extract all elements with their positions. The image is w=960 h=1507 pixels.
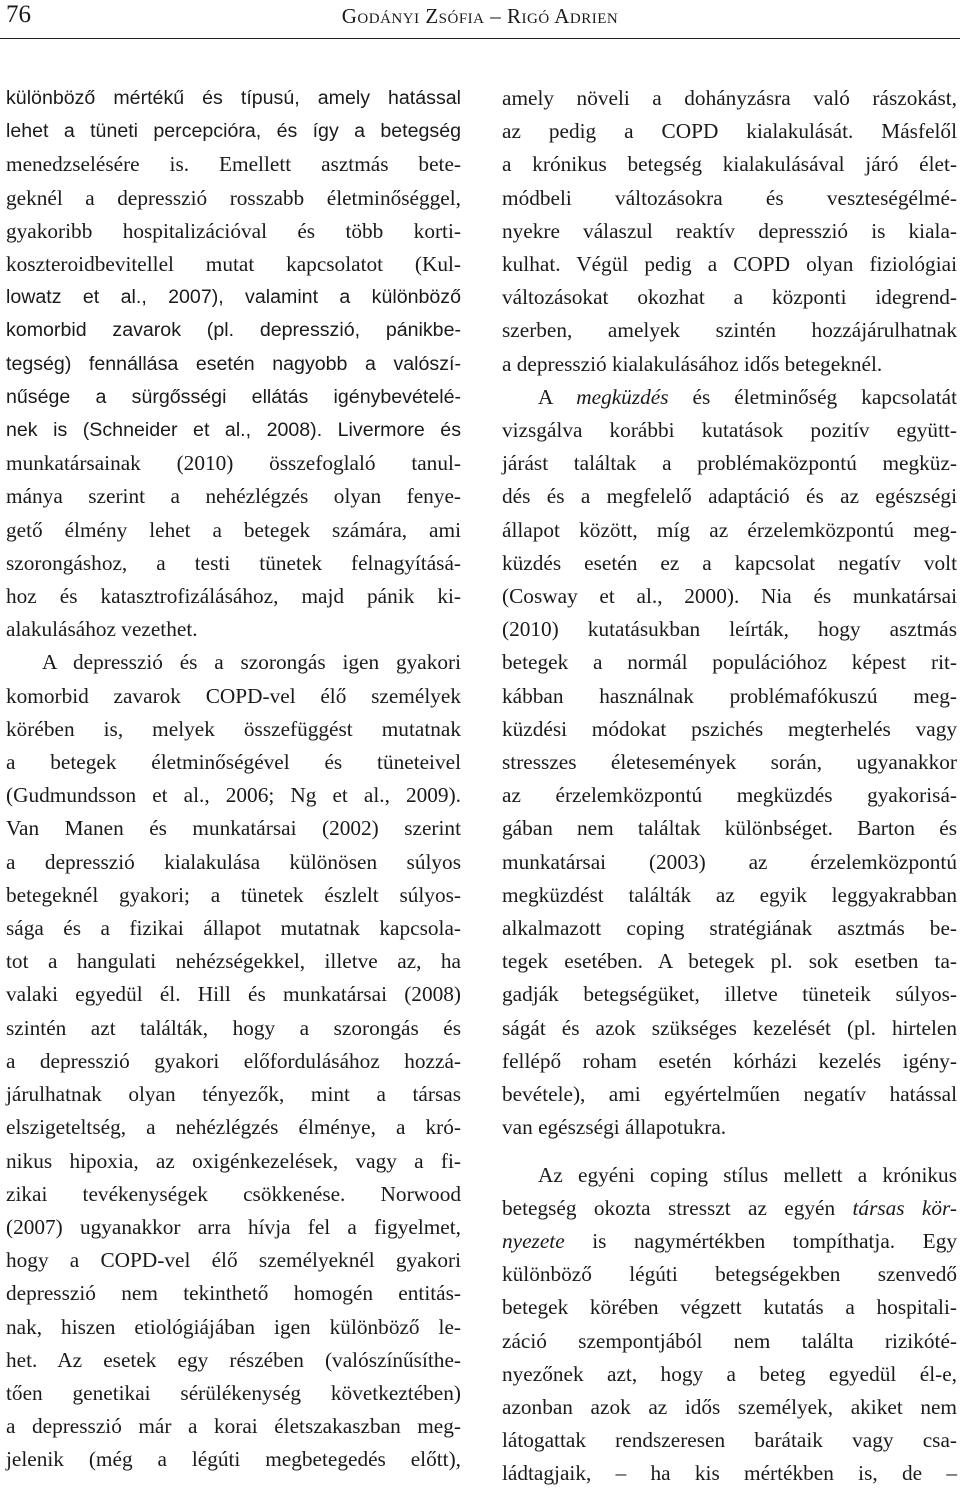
text-line: módbeli változásokra és veszteségélmé- [502, 185, 957, 210]
text-line: munkatársai (2003) az érzelemközpontú [502, 849, 957, 874]
emphasis: társas kör- [852, 1195, 957, 1220]
text-line: (2010) kutatásukban leírták, hogy asztmás [502, 617, 957, 642]
text-line: bevétele), ami egyértelműen negatív hatással [502, 1082, 957, 1107]
text-line: nak, hiszen etiológiájában igen különböző le- [6, 1314, 461, 1339]
text-line: gető élmény lehet a betegek számára, ami [6, 517, 461, 542]
text-line: a krónikus betegség kialakulásával járó élet- [502, 152, 957, 177]
text-line: tegség) fennállása esetén nagyobb a valószí- [6, 352, 461, 375]
text-line: vizsgálva korábbi kutatások pozitív együtt- [502, 418, 957, 443]
text-line: amely növeli a dohányzásra való rászokást, [502, 86, 957, 110]
text-line: betegek a normál populációhoz képest rit- [502, 650, 957, 675]
text-line: alakulásához vezethet. [6, 617, 198, 642]
text-line: a betegek életminőségével és tüneteivel [6, 750, 461, 775]
text-line: záció szempontjából nem találta rizikóté- [502, 1328, 957, 1353]
page-number: 76 [6, 1, 31, 28]
text-line: látogattak rendszeresen barátaik vagy csa- [502, 1428, 957, 1453]
text-line: van egészségi állapotukra. [502, 1115, 727, 1140]
text-line: járást találtak a problémaközpontú megküz- [502, 451, 957, 476]
text-line [502, 1225, 957, 1258]
text-line: az pedig a COPD kialakulását. Másfelől [502, 119, 957, 144]
text-line: depresszió nem tekinthető homogén entitás- [6, 1281, 461, 1306]
text-line: tően genetikai sérülékenység következtében) [6, 1380, 461, 1405]
text-line: sága és a fizikai állapot mutatnak kapcsola- [6, 916, 461, 941]
text-line: ládtagjaik, – ha kis mértékben is, de – [502, 1461, 957, 1486]
text-line: kulhat. Végül pedig a COPD olyan fiziológiai [502, 252, 957, 277]
text-line: a depresszió gyakori előfordulásához hozzá- [6, 1048, 461, 1073]
text-line: tot a hangulati nehézségekkel, illetve az, ha [6, 949, 461, 974]
text-line: lowatz et al., 2007), valamint a különböző [6, 286, 461, 309]
text-line: tegek esetében. A betegek pl. sok esetben ta- [502, 949, 957, 974]
text-line: a depresszió kialakulásához idős betegeknél. [502, 351, 883, 376]
text-line: küzdés esetén ez a kapcsolat negatív volt [502, 550, 957, 575]
text-line: nyekre válaszul reaktív depresszió is kiala- [502, 218, 957, 243]
text-line [502, 381, 957, 414]
text-line: (Gudmundsson et al., 2006; Ng et al., 2009). [6, 783, 461, 808]
text-line: geknél a depresszió rosszabb életminőséggel, [6, 185, 461, 210]
text-line: menedzselésére is. Emellett asztmás bete- [6, 152, 461, 177]
text-line: hogy a COPD-vel élő személyeknél gyakori [6, 1248, 461, 1273]
text-line: koszteroidbevitellel mutat kapcsolatot (Kul- [6, 252, 461, 277]
text-line: nyezőnek azt, hogy a beteg egyedül él-e, [502, 1361, 957, 1386]
text-line: az érzelemközpontú megküzdés gyakorisá- [502, 783, 957, 808]
text-line: ságát és azok szükséges kezelését (pl. hirtelen [502, 1015, 957, 1040]
text-line: megküzdést találták az egyik leggyakrabban [502, 882, 957, 907]
text-line: lehet a tüneti percepcióra, és így a betegség [6, 120, 461, 143]
text-line: gadják betegségüket, illetve tüneteik súlyos- [502, 982, 957, 1007]
running-head: Godányi Zsófia – Rigó Adrien [341, 4, 619, 28]
text-line: (Cosway et al., 2000). Nia és munkatársai [502, 584, 957, 609]
text-line: Az egyéni coping stílus mellett a krónikus [538, 1162, 957, 1187]
text-line: körében is, melyek összefüggést mutatnak [6, 716, 461, 741]
text-line [502, 1192, 957, 1225]
paragraph-gap [502, 1145, 957, 1159]
text-line: jelenik (még a légúti megbetegedés előtt), [6, 1447, 461, 1472]
text-line: betegek körében végzett kutatás a hospitali- [502, 1295, 957, 1320]
text-line-part: és életminőség kapcsolatát [668, 384, 958, 409]
text-line: valaki egyedül él. Hill és munkatársai (2008) [6, 982, 461, 1007]
page-header [0, 0, 960, 40]
emphasis: megküzdés [576, 384, 669, 409]
text-line: küzdési módokat pszichés megterhelés vagy [502, 716, 957, 741]
text-line: stresszes életesemények során, ugyanakkor [502, 750, 957, 775]
text-line: hoz és katasztrofizálásához, majd pánik ki- [6, 584, 461, 609]
text-line: szintén azt találták, hogy a szorongás és [6, 1015, 461, 1040]
emphasis: nyezete [502, 1228, 565, 1253]
text-line: fellépő roham esetén kórházi kezelés igény- [502, 1048, 957, 1073]
text-line: nek is (Schneider et al., 2008). Livermore és [6, 419, 461, 442]
text-line: alkalmazott coping stratégiának asztmás be- [502, 916, 957, 941]
text-line: gyakoribb hospitalizációval és több korti- [6, 218, 461, 243]
text-line: a depresszió kialakulása különösen súlyos [6, 849, 461, 874]
text-line: (2007) ugyanakkor arra hívja fel a figyelmet, [6, 1214, 461, 1239]
text-line-part: is nagymértékben tompíthatja. Egy [564, 1228, 957, 1253]
text-line: komorbid zavarok COPD-vel élő személyek [6, 683, 461, 708]
left-column [6, 82, 461, 1477]
text-line-part: A [538, 384, 577, 409]
text-line: állapot között, míg az érzelemközpontú meg- [502, 517, 957, 542]
text-line: mánya szerint a nehézlégzés olyan fenye- [6, 484, 461, 509]
right-column [502, 82, 957, 1491]
text-line: a depresszió már a korai életszakaszban meg- [6, 1414, 461, 1439]
text-line: változásokat okozhat a központi idegrend- [502, 285, 957, 310]
text-line: dés és a megfelelő adaptáció és az egészségi [502, 484, 957, 509]
text-line-part: betegség okozta stresszt az egyén [502, 1195, 853, 1220]
text-line: betegeknél gyakori; a tünetek észlelt súlyos- [6, 882, 461, 907]
text-line: A depresszió és a szorongás igen gyakori [42, 650, 461, 675]
text-line: kábban használnak problémafókuszú meg- [502, 683, 957, 708]
text-line: komorbid zavarok (pl. depresszió, pánikbe- [6, 319, 461, 342]
text-line: elszigeteltség, a nehézlégzés élménye, a kró- [6, 1115, 461, 1140]
text-line: azonban azok az idős személyek, akiket nem [502, 1394, 957, 1419]
text-line: különböző légúti betegségekben szenvedő [502, 1262, 957, 1287]
text-line: szorongáshoz, a testi tünetek felnagyításá- [6, 550, 461, 575]
text-line: zikai tevékenységek csökkenése. Norwood [6, 1181, 461, 1206]
text-line: nikus hipoxia, az oxigénkezelések, vagy a fi- [6, 1148, 461, 1173]
header-rule [0, 38, 960, 39]
text-line: szerben, amelyek szintén hozzájárulhatnak [502, 318, 957, 343]
text-line: nűsége a sürgősségi ellátás igénybevételé- [6, 385, 461, 408]
text-line: Van Manen és munkatársai (2002) szerint [6, 816, 461, 841]
text-line: járulhatnak olyan tényezők, mint a társas [6, 1082, 461, 1107]
text-line: gában nem találtak különbséget. Barton és [502, 816, 957, 841]
text-line: het. Az esetek egy részében (valószínűsíthe- [6, 1347, 461, 1372]
text-line: különböző mértékű és típusú, amely hatással [6, 87, 461, 109]
text-line: munkatársainak (2010) összefoglaló tanul- [6, 451, 461, 476]
